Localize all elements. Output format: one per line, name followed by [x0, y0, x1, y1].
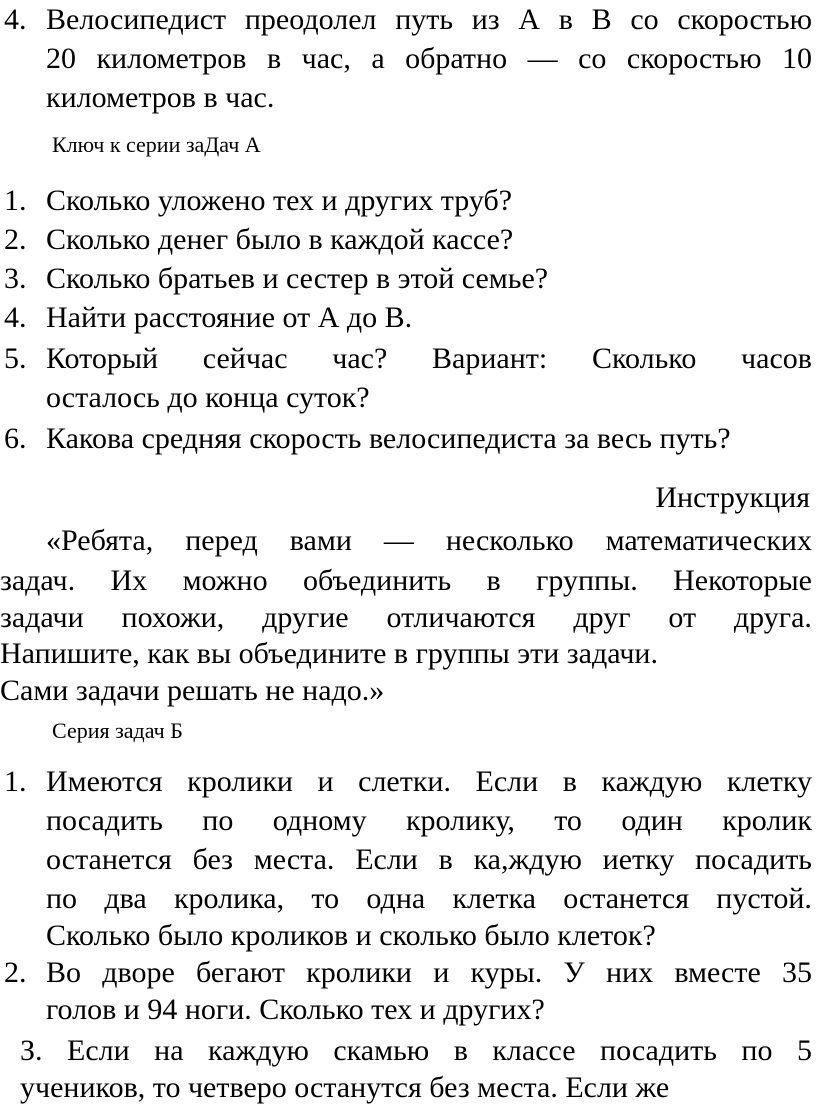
key-series-a-heading: Ключ к серии заДач А: [52, 132, 261, 157]
series-b-item-1-line-3: останется без места. Если в ка,ждую иетку посадить: [46, 843, 812, 876]
key-item-3-text: Сколько братьев и сестер в этой семье?: [46, 262, 549, 295]
key-item-2-number: 2.: [4, 223, 27, 256]
series-b-item-1-line-2: посадить по одному кролику, то один кролик: [46, 804, 812, 837]
series-b-item-2-number: 2.: [4, 956, 27, 989]
instruction-line-3: задачи похожи, другие отличаются друг от друга.: [0, 601, 812, 634]
key-item-1-number: 1.: [4, 184, 27, 217]
series-b-item-1-line-1: Имеются кролики и слетки. Если в каждую клетку: [46, 765, 812, 798]
instruction-line-1: «Ребята, перед вами — несколько математических: [46, 524, 812, 557]
series-b-item-2-line-1: Во дворе бегают кролики и куры. У них вместе 35: [46, 956, 812, 989]
series-b-item-1-line-5: Сколько было кроликов и сколько было клеток?: [46, 919, 656, 952]
instruction-heading: Инструкция: [655, 481, 810, 514]
instruction-line-2: задач. Их можно объединить в группы. Некоторые: [0, 564, 812, 597]
series-b-item-3-line-2: учеников, то четверо останутся без места. Если же: [20, 1071, 670, 1104]
key-item-6-text: Какова средняя скорость велосипедиста за весь путь?: [46, 422, 731, 455]
key-item-5-text-line-1: Который сейчас час? Вариант: Сколько часов: [46, 342, 812, 375]
series-b-item-1-number: 1.: [4, 765, 27, 798]
series-b-heading: Серия задач Б: [52, 718, 183, 743]
task-4-number: 4.: [4, 3, 27, 36]
key-item-3-number: 3.: [4, 262, 27, 295]
task-4-line-1: Велосипедист преодолел путь из А в В со скоростью: [46, 3, 812, 36]
key-item-5-text-line-2: осталось до конца суток?: [46, 381, 370, 414]
key-item-2-text: Сколько денег было в каждой кассе?: [46, 223, 514, 256]
series-b-item-1-line-4: по два кролика, то одна клетка останется пустой.: [46, 882, 812, 915]
instruction-line-5: Сами задачи решать не надо.»: [0, 674, 385, 707]
key-item-4-text: Найти расстояние от А до В.: [46, 301, 413, 334]
instruction-line-4: Напишите, как вы объедините в группы эти задачи.: [0, 637, 658, 670]
key-item-5-number: 5.: [4, 342, 27, 375]
key-item-6-number: 6.: [4, 422, 27, 455]
task-4-line-3: километров в час.: [46, 81, 275, 114]
task-4-line-2: 20 километров в час, а обратно — со скоростью 10: [46, 42, 812, 75]
series-b-item-2-line-2: голов и 94 ноги. Сколько тех и других?: [46, 993, 545, 1026]
key-item-4-number: 4.: [4, 301, 27, 334]
series-b-item-3-line-1: З. Если на каждую скамью в классе посадить по 5: [20, 1034, 812, 1067]
key-item-1-text: Сколько уложено тех и других труб?: [46, 184, 513, 217]
